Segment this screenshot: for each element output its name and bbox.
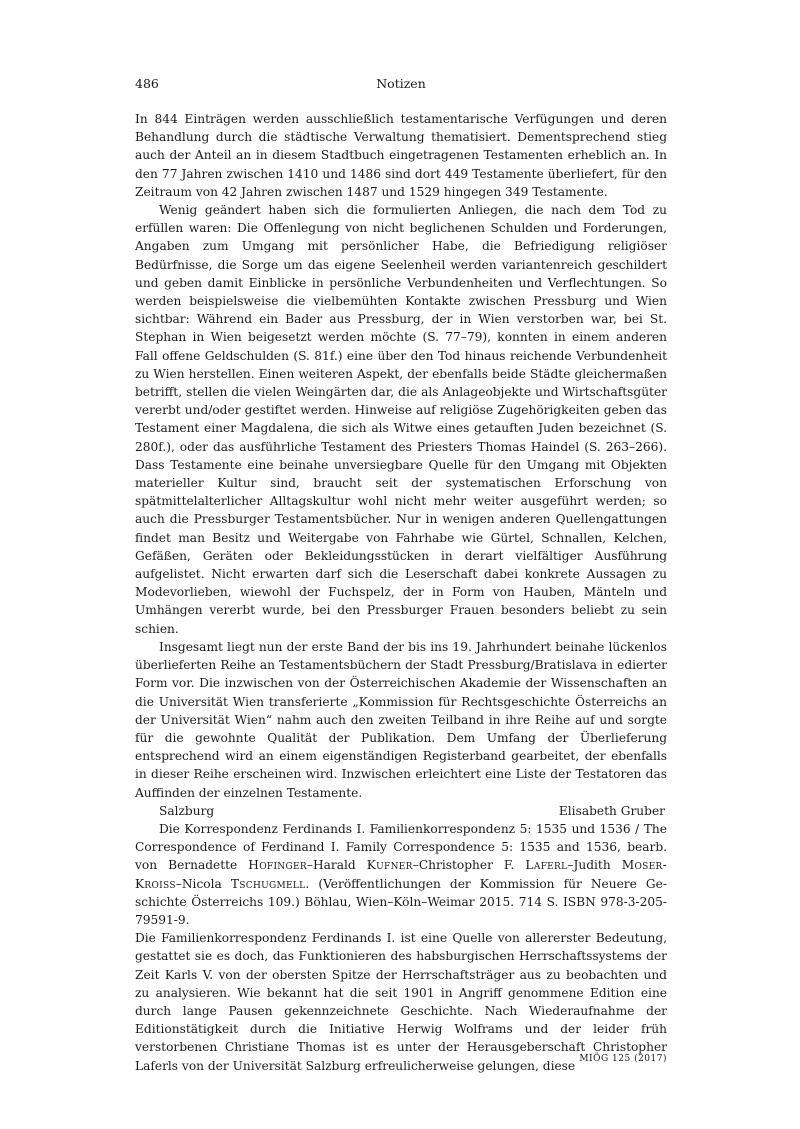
review-bibliographic-entry — [135, 820, 667, 929]
page-header — [135, 76, 667, 98]
editor-name: Moser-Kroiss — [135, 858, 668, 891]
editor-separator: –Christopher F. — [412, 858, 526, 873]
editor-name: Kufner — [366, 858, 413, 873]
review-paragraph: Die Familienkorrespondenz Ferdinands I. ist eine Quelle von allererster Bedeutung, gestattet sie es doch, das Funktionieren des habsburgischen Herrschaftssystems der Zeit Karls V. von der obersten Spitze der Herrschaftsträger aus zu beobachten und zu analysieren. Wie bekannt hat die seit 1901 in Angriff genommene Edition eine durch lange Pausen gekennzeichnete Geschichte. Nach Wiederaufnahme der Editionstätigkeit durch die Initiative Herwig Wolframs und der leider früh verstorbenen Christiane Thomas ist es unter der Herausgeberschaft Christopher Laferls von der Universität Salzburg erfreulicherweise gelungen, diese — [135, 931, 667, 1073]
editor-separator: –Nicola — [175, 876, 231, 891]
publication-details: . (Veröffentlichungen der Kommission für Neuere Geschichte Österreichs 109.) Böhlau, Wien–Köln–Weimar 2015. 714 S. ISBN 978-3-205-79591-9. — [135, 876, 667, 927]
paragraph: Wenig geändert haben sich die formulierten Anliegen, die nach dem Tod zu erfüllen waren: Die Offenlegung von nicht beglichenen Schulden und Forderungen, Angaben zum Umgang mit persönlicher Habe, die Befriedigung religiöser Bedürfnisse, die Sorge um das eigene Seelenheil werden variantenreich geschildert und geben damit Einblicke in persönliche Verbundenheiten und Verflechtungen. So werden beispielsweise die vielbemühten Kontakte zwischen Pressburg und Wien sichtbar: Während ein Bader aus Pressburg, der in Wien verstorben war, bei St. Stephan in Wien beigesetzt werden möchte (S. 77–79), konnten in einem anderen Fall offene Geldschulden (S. 81f.) eine über den Tod hinaus reichende Verbundenheit zu Wien herstellen. Einen weiteren Aspekt, der ebenfalls beide Städte gleichermaßen betrifft, stellen die vielen Weingärten dar, die als Anlageobjekte und Wirtschaftsgüter vererbt und/oder gestiftet werden. Hinweise auf religiöse Zugehörigkeiten geben das Testament einer Magdalena, die sich als Witwe eines getauften Juden bezeichnet (S. 280f.), oder das ausführliche Testament des Priesters Thomas Haindel (S. 263–266). Dass Testamente eine beinahe unversiegbare Quelle für den Umgang mit Objekten materieller Kultur sind, braucht seit der systematischen Erforschung von spätmittelalterlicher Alltagskultur wohl nicht mehr weiter ausgeführt werden; so auch die Pressburger Testamentsbücher. Nur in wenigen anderen Quellengattungen findet man Besitz und Weitergabe von Fahrhabe wie Gürtel, Schnallen, Kelchen, Gefäßen, Geräten oder Bekleidungsstücken in derart vielfältiger Ausführung aufgelistet. Nicht erwarten darf sich die Leserschaft dabei konkrete Aussagen zu Modevorlieben, wiewohl der Fuchspelz, der in Form von Hauben, Mänteln und Umhängen vererbt wurde, bei den Pressburger Frauen besonders beliebt zu sein schien. — [135, 203, 667, 636]
page-number: 486 — [135, 76, 159, 91]
running-head: Notizen — [376, 76, 426, 91]
editor-name: Tschugmell — [230, 876, 306, 891]
review-title: Die Korrespondenz Ferdinands I. Familienkorrespondenz 5: 1535 und 1536 / The Correspondence of Ferdinand I. Family Correspondence 5: 1535 and 1536, bearb. von Bernadette — [135, 821, 667, 873]
paragraph: In 844 Einträgen werden ausschließlich testamentarische Verfügungen und deren Behandlung durch die städtische Verwaltung thematisiert. Dementsprechend stieg auch der Anteil an in diesem Stadtbuch eingetragenen Testamenten erheblich an. In den 77 Jahren zwischen 1410 und 1486 sind dort 449 Testamente überliefert, für den Zeitraum von 42 Jahren zwischen 1487 und 1529 hingegen 349 Testamente. — [135, 112, 667, 199]
editor-name: Laferl — [525, 858, 568, 873]
editor-separator: –Judith — [567, 858, 622, 873]
editor-name: Hofinger — [248, 858, 307, 873]
signature-place: Salzburg — [159, 803, 215, 818]
journal-footer: MIÖG 125 (2017) — [579, 1054, 667, 1064]
article-body — [135, 110, 667, 1075]
paragraph: Insgesamt liegt nun der erste Band der bis ins 19. Jahrhundert beinahe lückenlos überlieferten Reihe an Testamentsbüchern der Stadt Pressburg/Bratislava in edierter Form vor. Die inzwischen von der Österreichischen Akademie der Wissenschaften an die Universität Wien transferierte „Kommission für Rechtsgeschichte Österreichs an der Universität Wien“ nahm auch den zweiten Teilband in ihre Reihe auf und sorgte für die gewohnte Qualität der Publikation. Dem Umfang der Überlieferung entsprechend wird an einem eigenständigen Registerband gearbeitet, der ebenfalls in dieser Reihe erscheinen wird. Inzwischen erleichtert eine Liste der Testatoren das Auffinden der einzelnen Testamente. — [135, 639, 667, 800]
signature — [135, 802, 667, 820]
signature-author: Elisabeth Gruber — [558, 803, 665, 818]
page — [135, 76, 667, 1075]
editor-separator: –Harald — [306, 858, 367, 873]
